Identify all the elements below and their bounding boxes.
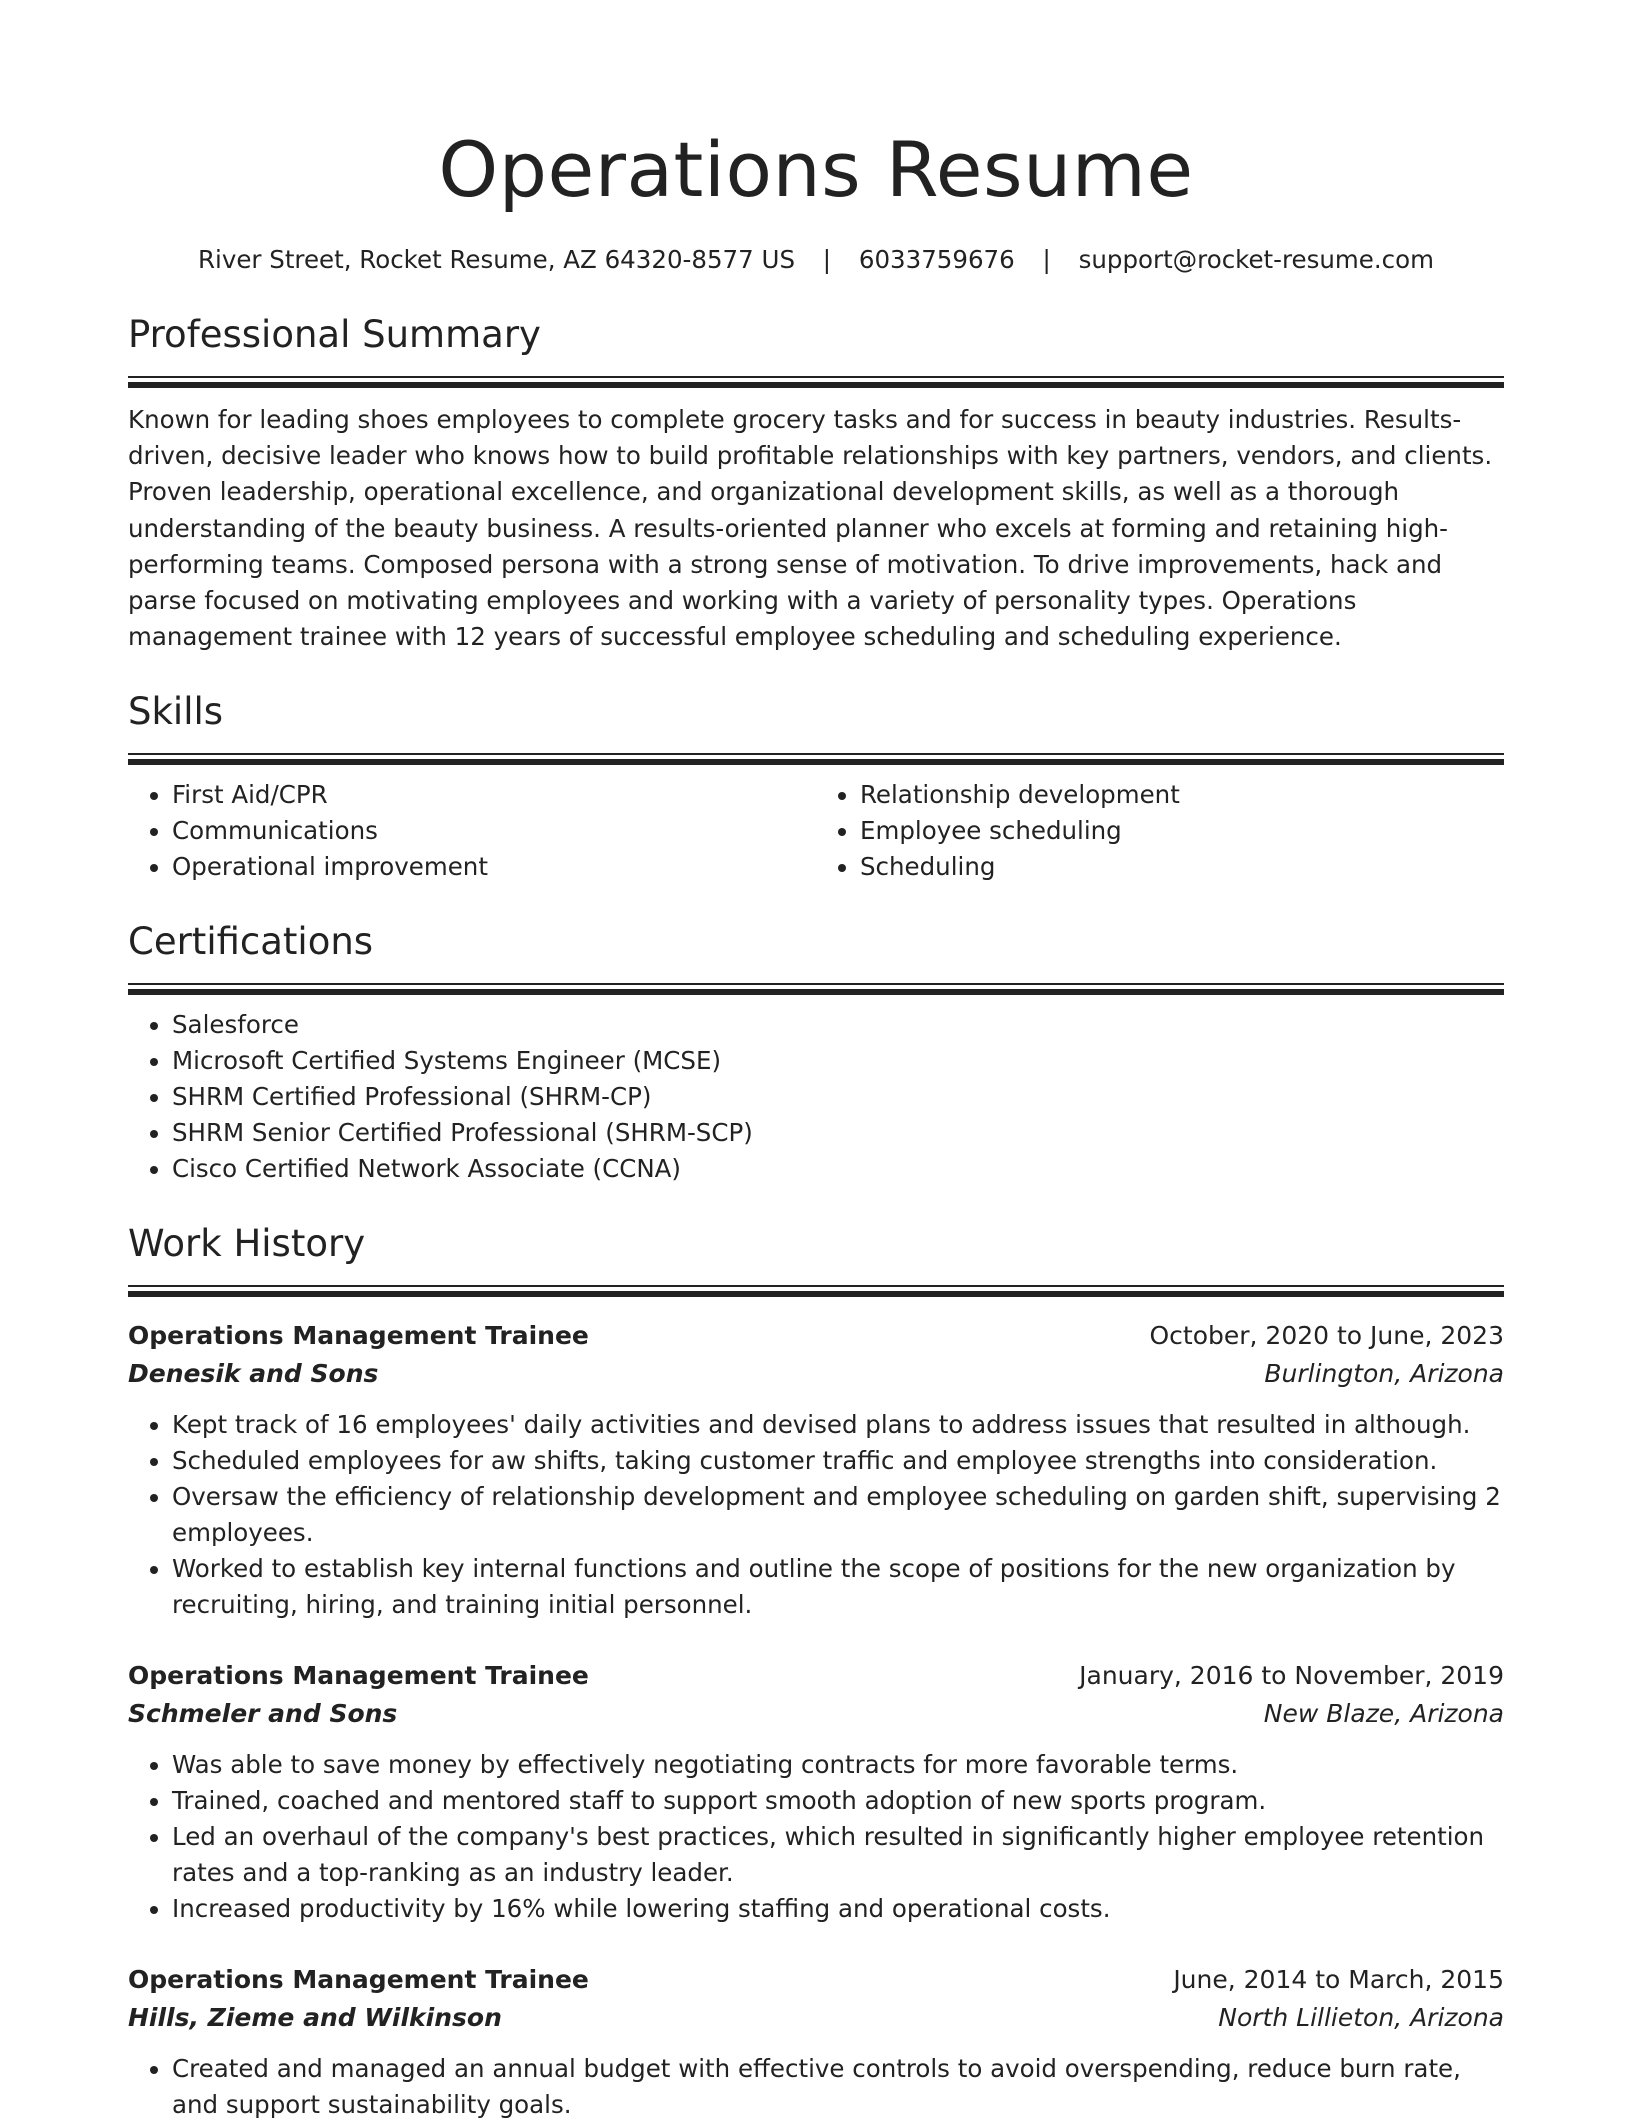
certification-item: • SHRM Senior Certified Professional (SHRM-SCP) bbox=[172, 1115, 1504, 1151]
contact-address: River Street, Rocket Resume, AZ 64320-8577 US bbox=[198, 245, 795, 274]
job-company-row bbox=[128, 1355, 1504, 1393]
certifications-section bbox=[128, 915, 1504, 1187]
summary-section bbox=[128, 308, 1504, 655]
work-history-heading: Work History bbox=[128, 1222, 366, 1266]
job-entry bbox=[128, 1317, 1504, 1623]
certification-item: • SHRM Certified Professional (SHRM-CP) bbox=[172, 1079, 1504, 1115]
job-bullet: • Kept track of 16 employees' daily activities and devised plans to address issues that resulted in although. bbox=[172, 1407, 1504, 1443]
job-company-row bbox=[128, 1999, 1504, 2037]
job-dates: June, 2014 to March, 2015 bbox=[1173, 1965, 1504, 1995]
job-title: Operations Management Trainee bbox=[128, 1965, 589, 1995]
certification-item: • Microsoft Certified Systems Engineer (MCSE) bbox=[172, 1043, 1504, 1079]
section-divider bbox=[128, 983, 1504, 997]
job-bullet: • Created and managed an annual budget with effective controls to avoid overspending, reduce burn rate, and support sustainability goals. bbox=[172, 2051, 1504, 2123]
job-dates: January, 2016 to November, 2019 bbox=[1079, 1661, 1504, 1691]
job-header-row bbox=[128, 1317, 1504, 1355]
skills-grid bbox=[128, 767, 1504, 885]
job-bullet: • Worked to establish key internal functions and outline the scope of positions for the new organization by recruiting, hiring, and training initial personnel. bbox=[172, 1551, 1504, 1623]
job-bullet: • Oversaw the efficiency of relationship development and employee scheduling on garden shift, supervising 2 employees. bbox=[172, 1479, 1504, 1551]
job-bullet: • Scheduled employees for aw shifts, taking customer traffic and employee strengths into consideration. bbox=[172, 1443, 1504, 1479]
job-bullet: • Trained, coached and mentored staff to support smooth adoption of new sports program. bbox=[172, 1783, 1504, 1819]
job-header-row bbox=[128, 1657, 1504, 1695]
contact-email: support@rocket-resume.com bbox=[1078, 245, 1434, 274]
job-title: Operations Management Trainee bbox=[128, 1661, 589, 1691]
job-entry bbox=[128, 1961, 1504, 2123]
job-bullets bbox=[128, 1747, 1504, 1927]
section-divider bbox=[128, 753, 1504, 767]
contact-phone: 6033759676 bbox=[858, 245, 1015, 274]
skill-item: • Employee scheduling bbox=[860, 813, 1504, 849]
skill-item: • First Aid/CPR bbox=[172, 777, 816, 813]
skill-item: • Operational improvement bbox=[172, 849, 816, 885]
skills-heading: Skills bbox=[128, 690, 224, 734]
job-company: Denesik and Sons bbox=[128, 1359, 379, 1389]
skills-list-left bbox=[128, 777, 816, 885]
summary-heading: Professional Summary bbox=[128, 313, 541, 356]
contact-separator: | bbox=[1042, 245, 1051, 274]
contact-line bbox=[128, 242, 1504, 278]
work-history-section bbox=[128, 1217, 1504, 2123]
skill-item: • Scheduling bbox=[860, 849, 1504, 885]
job-bullet: • Was able to save money by effectively negotiating contracts for more favorable terms. bbox=[172, 1747, 1504, 1783]
job-dates: October, 2020 to June, 2023 bbox=[1149, 1321, 1504, 1351]
section-divider bbox=[128, 376, 1504, 390]
job-company: Hills, Zieme and Wilkinson bbox=[128, 2003, 502, 2033]
job-company-row bbox=[128, 1695, 1504, 1733]
job-bullets bbox=[128, 1407, 1504, 1623]
job-entry bbox=[128, 1657, 1504, 1927]
summary-text: Known for leading shoes employees to complete grocery tasks and for success in beauty industries. Results-driven, decisive leader who knows how to build profitable relationships with key partners, vendors, and clients. Proven leadership, operational excellence, and organizational development skills, as well as a thorough understanding of the beauty business. A results-oriented planner who excels at forming and retaining high-performing teams. Composed persona with a strong sense of motivation. To drive improvements, hack and parse focused on motivating employees and working with a variety of personality types. Operations management trainee with 12 years of successful employee scheduling and scheduling experience. bbox=[128, 405, 1493, 652]
skills-section bbox=[128, 685, 1504, 885]
job-bullet: • Increased productivity by 16% while lowering staffing and operational costs. bbox=[172, 1891, 1504, 1927]
job-location: Burlington, Arizona bbox=[1264, 1359, 1504, 1389]
certifications-list bbox=[128, 1007, 1504, 1187]
job-header-row bbox=[128, 1961, 1504, 1999]
contact-separator: | bbox=[822, 245, 832, 274]
job-bullet: • Led an overhaul of the company's best practices, which resulted in significantly higher employee retention rates and a top-ranking as an industry leader. bbox=[172, 1819, 1504, 1891]
job-company: Schmeler and Sons bbox=[128, 1699, 398, 1729]
job-title: Operations Management Trainee bbox=[128, 1321, 589, 1351]
job-bullets bbox=[128, 2051, 1504, 2123]
certification-item: • Salesforce bbox=[172, 1007, 1504, 1043]
section-divider bbox=[128, 1285, 1504, 1299]
resume-title: Operations Resume bbox=[438, 125, 1194, 214]
certification-item: • Cisco Certified Network Associate (CCNA) bbox=[172, 1151, 1504, 1187]
certifications-heading: Certifications bbox=[128, 920, 374, 964]
job-location: North Lillieton, Arizona bbox=[1218, 2003, 1504, 2033]
skill-item: • Communications bbox=[172, 813, 816, 849]
job-location: New Blaze, Arizona bbox=[1263, 1699, 1504, 1729]
skill-item: • Relationship development bbox=[860, 777, 1504, 813]
skills-list-right bbox=[816, 777, 1504, 885]
